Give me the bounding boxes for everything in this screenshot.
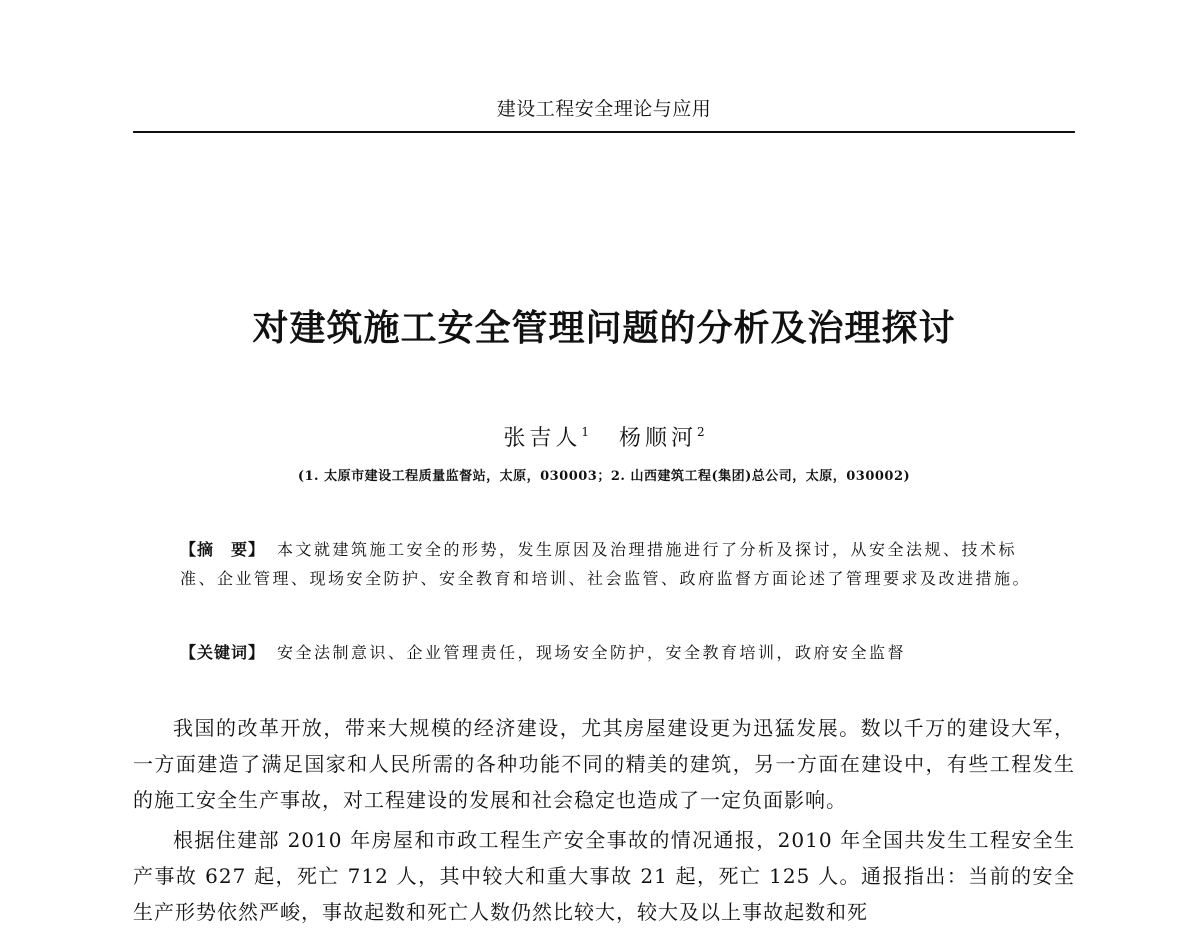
header-rule — [133, 131, 1075, 133]
keywords — [180, 640, 1040, 663]
article-title: 对建筑施工安全管理问题的分析及治理探讨 — [252, 308, 956, 349]
keywords-label: 【关键词】 — [180, 643, 266, 662]
affiliations: (1. 太原市建设工程质量监督站，太原，030003；2. 山西建筑工程(集团)总公司，太原，030002) — [297, 469, 911, 484]
body-text — [133, 710, 1075, 934]
author-affiliation-mark: 1 — [581, 425, 589, 439]
author-affiliation-mark: 2 — [697, 425, 705, 439]
abstract-text: 本文就建筑施工安全的形势，发生原因及治理措施进行了分析及探讨，从安全法规、技术标准、企业管理、现场安全防护、安全教育和培训、社会监管、政府监督方面论述了管理要求及改进措施。 — [180, 540, 1032, 588]
author-name: 张吉人 — [503, 426, 582, 451]
running-header: 建设工程安全理论与应用 — [496, 98, 712, 120]
abstract — [180, 535, 1040, 593]
authors — [133, 421, 1075, 452]
abstract-label: 【摘 要】 — [180, 540, 266, 559]
body-paragraph: 我国的改革开放，带来大规模的经济建设，尤其房屋建设更为迅猛发展。数以千万的建设大军，一方面建造了满足国家和人民所需的各种功能不同的精美的建筑，另一方面在建设中，有些工程发生的施工安全生产事故，对工程建设的发展和社会稳定也造成了一定负面影响。 — [133, 716, 1075, 812]
keywords-text: 安全法制意识、企业管理责任，现场安全防护，安全教育培训，政府安全监督 — [277, 643, 907, 662]
body-paragraph: 根据住建部 2010 年房屋和市政工程生产安全事故的情况通报，2010 年全国共发生工程安全生产事故 627 起，死亡 712 人，其中较大和重大事故 21 起，死亡 125 人。通报指出：当前的安全生产形势依然严峻，事故起数和死亡人数仍然比较大，较大及以上事故起数和死 — [133, 828, 1075, 924]
author-name: 杨顺河 — [619, 426, 698, 451]
